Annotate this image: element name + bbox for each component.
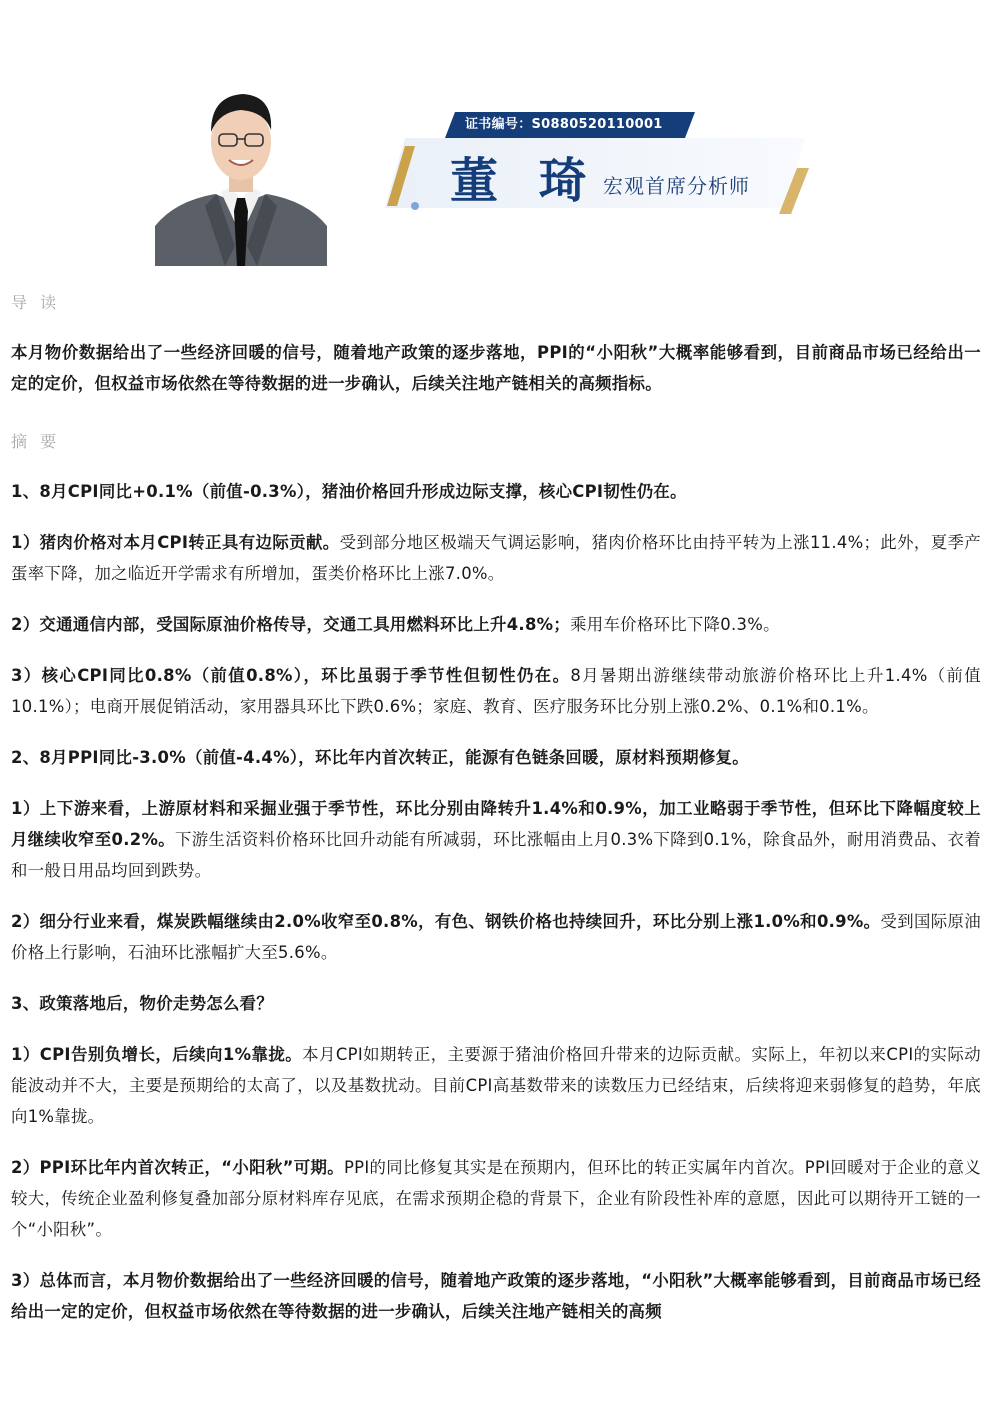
intro-label: 导 读 [11,293,61,312]
paragraph-2-text: 受到部分地区极端天气调运影响，猪肉价格环比由持平转为上涨11.4%；此外，夏季产蛋率下降，加之临近开学需求有所增加，蛋类价格环比上涨7.0%。 [11,533,981,583]
intro-text: 本月物价数据给出了一些经济回暖的信号，随着地产政策的逐步落地，PPI的“小阳秋”大概率能够看到，目前商品市场已经给出一定的定价，但权益市场依然在等待数据的进一步确认，后续关注地产链相关的高频指标。 [11,343,981,393]
paragraph-8-heading: 3、政策落地后，物价走势怎么看？ [11,994,274,1013]
paragraph-5-heading: 2、8月PPI同比-3.0%（前值-4.4%），环比年内首次转正，能源有色链条回暖，原材料预期修复。 [11,748,749,767]
paragraph-9-text: 本月CPI如期转正，主要源于猪油价格回升带来的边际贡献。实际上，年初以来CPI的实际动能波动并不大，主要是预期给的太高了，以及基数扰动。目前CPI高基数带来的读数压力已经结束，后续将迎来弱修复的趋势，年底向1%靠拢。 [11,1045,981,1126]
paragraph-4-text: 8月暑期出游继续带动旅游价格环比上升1.4%（前值10.1%）；电商开展促销活动，家用器具环比下跌0.6%；家庭、教育、医疗服务环比分别上涨0.2%、0.1%和0.1%。 [11,666,981,716]
paragraph-2-heading: 1）猪肉价格对本月CPI转正具有边际贡献。 [11,533,340,552]
analyst-title: 宏观首席分析师 [603,174,750,198]
paragraph-6 [11,793,981,886]
paragraph-3-heading: 2）交通通信内部，受国际原油价格传导，交通工具用燃料环比上升4.8%； [11,615,571,634]
paragraph-9-heading: 1）CPI告别负增长，后续向1%靠拢。 [11,1045,303,1064]
analyst-name: 董 琦 [450,153,599,209]
paragraph-10-text: PPI的同比修复其实是在预期内，但环比的转正实属年内首次。PPI回暖对于企业的意义较大，传统企业盈利修复叠加部分原材料库存见底，在需求预期企稳的背景下，企业有阶段性补库的意愿，因此可以期待开工链的一个“小阳秋”。 [11,1158,981,1239]
summary-label: 摘 要 [11,432,61,451]
analyst-photo [155,76,327,266]
article-body [11,284,981,1347]
paragraph-10-heading: 2）PPI环比年内首次转正，“小阳秋”可期。 [11,1158,344,1177]
paragraph-5 [11,742,981,773]
paragraph-6-heading: 1）上下游来看，上游原材料和采掘业强于季节性，环比分别由降转升1.4%和0.9%，加工业略弱于季节性，但环比下降幅度较上月继续收窄至0.2%。 [11,799,981,849]
paragraph-3 [11,609,981,640]
paragraph-6-text: 下游生活资料价格环比回升动能有所减弱，环比涨幅由上月0.3%下降到0.1%，除食品外，耐用消费品、衣着和一般日用品均回到跌势。 [11,830,981,880]
paragraph-8 [11,988,981,1019]
paragraph-4-heading: 3）核心CPI同比0.8%（前值0.8%），环比虽弱于季节性但韧性仍在。 [11,666,571,685]
paragraph-1 [11,476,981,507]
paragraph-7 [11,906,981,968]
paragraph-10 [11,1152,981,1245]
paragraph-11 [11,1265,981,1327]
analyst-header [0,0,992,272]
paragraph-11-heading: 3）总体而言，本月物价数据给出了一些经济回暖的信号，随着地产政策的逐步落地，“小阳秋”大概率能够看到，目前商品市场已经给出一定的定价，但权益市场依然在等待数据的进一步确认，后续关注地产链相关的高频 [11,1271,981,1321]
paragraph-7-text: 受到国际原油价格上行影响，石油环比涨幅扩大至5.6%。 [11,912,981,962]
paragraph-1-heading: 1、8月CPI同比+0.1%（前值-0.3%），猪油价格回升形成边际支撑，核心CPI韧性仍在。 [11,482,687,501]
paragraph-3-text: 乘用车价格环比下降0.3%。 [570,615,780,634]
paragraph-4 [11,660,981,722]
paragraph-9 [11,1039,981,1132]
paragraph-7-heading: 2）细分行业来看，煤炭跌幅继续由2.0%收窄至0.8%，有色、钢铁价格也持续回升，环比分别上涨1.0%和0.9%。 [11,912,881,931]
paragraph-2 [11,527,981,589]
certificate-number: 证书编号：S0880520110001 [465,117,663,132]
